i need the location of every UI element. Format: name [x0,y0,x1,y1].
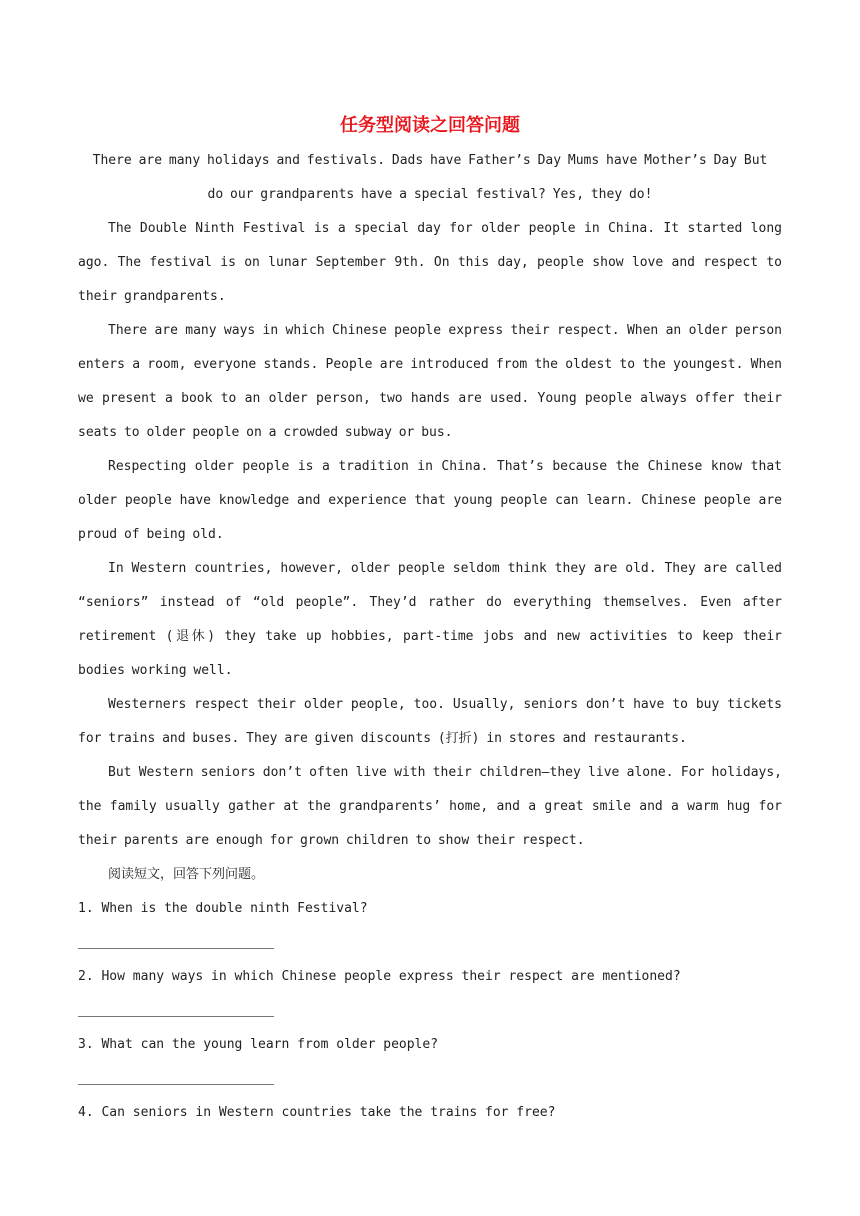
question-1: 1. When is the double ninth Festival? [78,901,368,916]
paragraph-ways-of-respect: There are many ways in which Chinese people express their respect. When an older person enters a room, everyone stands. People are introduced from the oldest to the youngest. When we present a book to an older person, two hands are used. Young people always offer their seats to older people on a crowded subway or bus. [78,323,782,440]
answer-line-1[interactable] [78,926,782,960]
question-2: 2. How many ways in which Chinese people express their respect are mentioned? [78,969,681,984]
paragraph-western-respect: Westerners respect their older people, too. Usually, seniors don’t have to buy tickets for trains and buses. They are given discounts (打折) in stores and restaurants. [78,697,782,746]
intro-paragraph: There are many holidays and festivals. Dads have Father’s Day Mums have Mother’s Day But do our grandparents have a special festival? Yes, they do! [92,153,768,202]
paragraph-tradition: Respecting older people is a tradition in China. That’s because the Chinese know that older people have knowledge and experience that young people can learn. Chinese people are proud of being old. [78,459,782,542]
document-title: 任务型阅读之回答问题 [340,115,520,136]
document-page [78,108,782,1130]
instruction-text: 阅读短文，回答下列问题。 [108,867,265,882]
answer-line-3[interactable] [78,1062,782,1096]
question-4: 4. Can seniors in Western countries take the trains for free? [78,1105,556,1120]
paragraph-double-ninth: The Double Ninth Festival is a special day for older people in China. It started long ago. The festival is on lunar September 9th. On this day, people show love and respect to their grandparents. [78,221,782,304]
paragraph-living-alone: But Western seniors don’t often live with their children—they live alone. For holidays, the family usually gather at the grandparents’ home, and a great smile and a warm hug for their parents are enough for grown children to show their respect. [78,765,782,848]
question-3: 3. What can the young learn from older people? [78,1037,439,1052]
answer-line-2[interactable] [78,994,782,1028]
paragraph-western-seniors: In Western countries, however, older people seldom think they are old. They are called “seniors” instead of “old people”. They’d rather do everything themselves. Even after retirement (退休) they take up hobbies, part-time jobs and new activities to keep their bodies working well. [78,561,782,678]
